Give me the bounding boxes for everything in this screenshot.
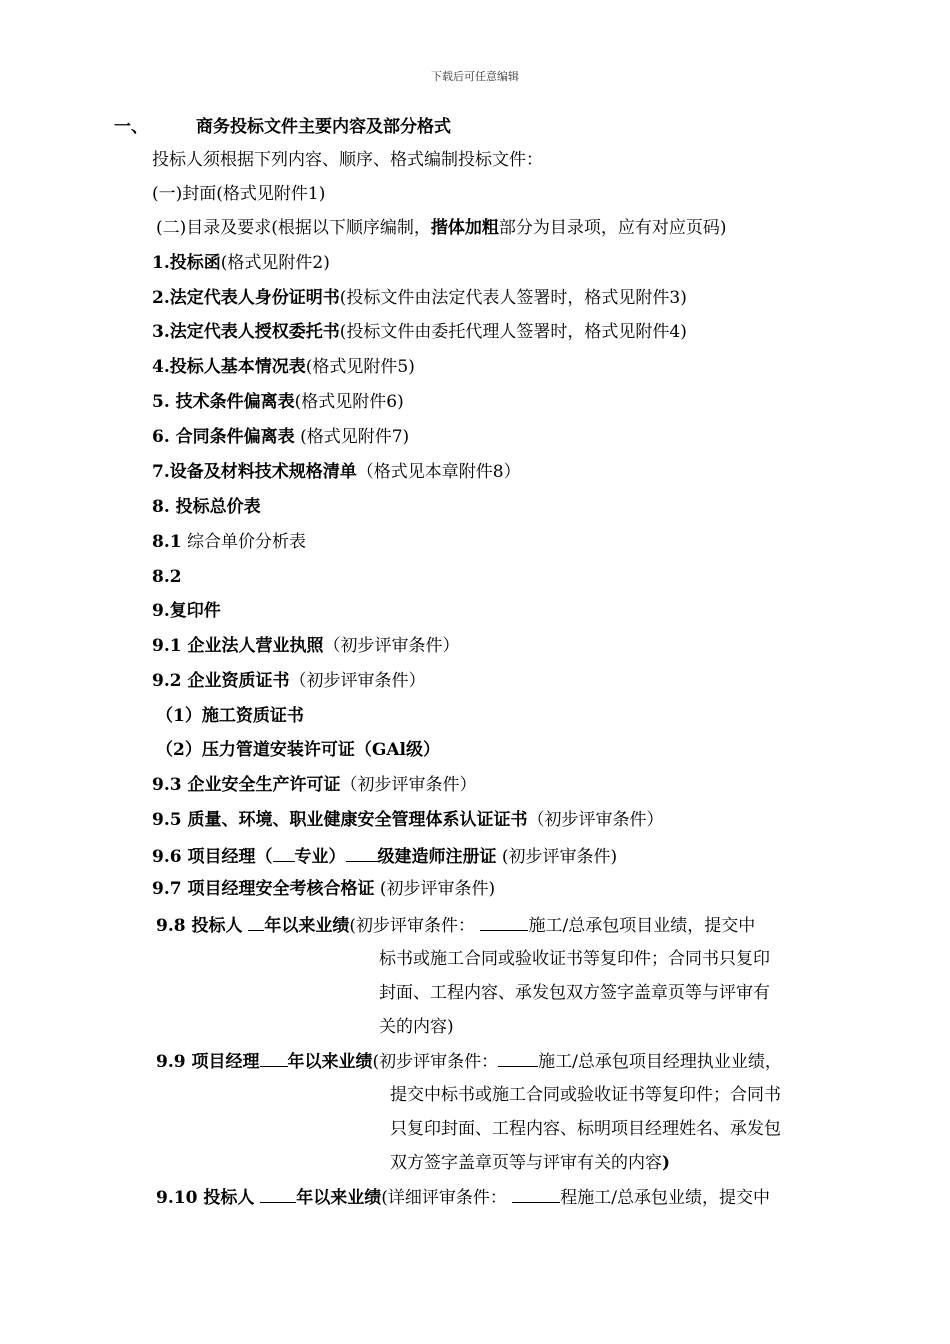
toc-bold-text: 揩体加粗 [430, 218, 499, 238]
list-item-title: 3.法定代表人授权委托书 [152, 322, 340, 342]
list-item [152, 460, 521, 484]
list-item [152, 425, 409, 449]
list-item-title: 6. 合同条件偏离表 [152, 427, 295, 447]
list-item [152, 808, 664, 832]
list-item [152, 286, 687, 310]
item-9-6-note: (初步评审条件) [496, 847, 618, 867]
list-item [152, 634, 460, 658]
cover-item: (一)封面(格式见附件1) [152, 184, 326, 204]
item-9-10-lead2: 年以来业绩 [296, 1188, 382, 1208]
list-item-title: （1）施工资质证书 [156, 706, 304, 726]
list-item-title: 5. 技术条件偏离表 [152, 392, 295, 412]
list-item [152, 565, 182, 589]
list-item-note: （初步评审条件） [323, 636, 460, 656]
item-9-9-note-a: (初步评审条件： [372, 1052, 499, 1072]
item-9-10 [156, 1184, 770, 1210]
toc-text-c: 部分为目录项，应有对应页码) [498, 218, 727, 238]
list-item-title: 7.设备及材料技术规格清单 [152, 462, 357, 482]
list-item-title: 8.1 [152, 532, 182, 552]
list-item-title: 9.1 企业法人营业执照 [152, 636, 324, 656]
list-item-title: 9.5 质量、环境、职业健康安全管理体系认证证书 [152, 810, 528, 830]
item-9-10-note-b: 程施工/总承包业绩，提交中 [560, 1188, 771, 1208]
blank-line [248, 912, 264, 931]
list-item-title: 4.投标人基本情况表 [152, 357, 306, 377]
list-item-title: 8. 投标总价表 [152, 497, 261, 517]
item-9-8-continuation [379, 942, 770, 1044]
item-9-10-note-a: (详细评审条件： [381, 1188, 513, 1208]
item-9-6 [152, 843, 617, 869]
blank-line [273, 843, 295, 862]
item-9-6-tail: 级建造师注册证 [377, 847, 497, 867]
item-9-6-mid: 专业） [294, 847, 346, 867]
list-item [152, 390, 404, 414]
list-item-note: (格式见附件6) [294, 392, 404, 412]
list-item-note: （初步评审条件） [340, 775, 477, 795]
list-item-note: (格式见附件5) [305, 357, 415, 377]
blank-line [346, 843, 378, 862]
list-item [152, 669, 426, 693]
item-9-7-note: (初步评审条件) [374, 879, 496, 899]
item-9-8-line-2: 封面、工程内容、承发包双方签字盖章页等与评审有 [379, 983, 770, 1003]
item-9-7-title: 9.7 项目经理安全考核合格证 [152, 879, 375, 899]
item-9-9-close: ) [662, 1153, 671, 1173]
list-item-title: 9.3 企业安全生产许可证 [152, 775, 341, 795]
toc-requirements [156, 216, 727, 240]
item-9-9-line-2: 只复印封面、工程内容、标明项目经理姓名、承发包 [390, 1119, 781, 1139]
list-item-title: 8.2 [152, 567, 182, 587]
list-item-note: （初步评审条件） [289, 671, 426, 691]
intro-text: 投标人须根据下列内容、顺序、格式编制投标文件： [152, 150, 543, 170]
item-9-8-note-b: 施工/总承包项目业绩，提交中 [528, 916, 756, 936]
toc-text-a: (二)目录及要求(根据以下顺序编制， [156, 218, 431, 238]
item-9-9-line-3: 双方签字盖章页等与评审有关的内容 [390, 1153, 662, 1173]
section-title: 商务投标文件主要内容及部分格式 [196, 117, 451, 137]
blank-line [480, 912, 528, 931]
list-item [152, 495, 261, 519]
list-item [152, 355, 415, 379]
list-item-note: （格式见本章附件8） [356, 462, 521, 482]
item-9-10-lead: 9.10 投标人 [156, 1188, 261, 1208]
list-item [152, 773, 477, 797]
list-item-note: (投标文件由委托代理人签署时，格式见附件4) [339, 322, 687, 342]
item-9-8-lead: 9.8 投标人 [156, 916, 249, 936]
item-9-8-note-a: (初步评审条件： [349, 916, 481, 936]
list-item [152, 251, 330, 275]
blank-line [512, 1184, 560, 1203]
blank-line [260, 1184, 296, 1203]
section-number: 一、 [114, 117, 148, 137]
list-item-note: （初步评审条件） [527, 810, 664, 830]
item-9-6-lead: 9.6 项目经理（ [152, 847, 273, 867]
item-9-9-note-b: 施工/总承包项目经理执业业绩， [538, 1052, 782, 1072]
item-9-8-line-1: 标书或施工合同或验收证书等复印件；合同书只复印 [379, 949, 770, 969]
list-item-title: （2）压力管道安装许可证（GAl级） [156, 740, 440, 760]
item-9-9-continuation [390, 1078, 781, 1180]
section-heading [114, 115, 451, 139]
blank-line [260, 1048, 288, 1067]
item-9-9-line-1: 提交中标书或施工合同或验收证书等复印件；合同书 [390, 1085, 781, 1105]
list-item [156, 704, 304, 728]
list-item-note: (投标文件由法定代表人签署时，格式见附件3) [339, 288, 687, 308]
list-item [152, 530, 306, 554]
item-9-8-line-3: 关的内容) [379, 1017, 454, 1037]
list-item-note: (格式见附件2) [220, 253, 330, 273]
list-item-title: 2.法定代表人身份证明书 [152, 288, 340, 308]
item-9-8 [156, 912, 755, 938]
list-item [156, 738, 440, 762]
item-9-9-lead2: 年以来业绩 [287, 1052, 373, 1072]
item-9-9 [156, 1048, 782, 1074]
list-item-title: 9.2 企业资质证书 [152, 671, 290, 691]
item-9-7 [152, 877, 495, 901]
list-item [152, 599, 221, 623]
page-header: 下载后可任意编辑 [431, 70, 519, 83]
list-item-title: 1.投标函 [152, 253, 221, 273]
blank-line [498, 1048, 538, 1067]
list-item-title: 9.复印件 [152, 601, 221, 621]
list-item-note: (格式见附件7) [294, 427, 410, 447]
list-item-note: 综合单价分析表 [181, 532, 306, 552]
item-9-8-lead2: 年以来业绩 [264, 916, 350, 936]
list-item [152, 320, 687, 344]
item-9-9-lead: 9.9 项目经理 [156, 1052, 260, 1072]
